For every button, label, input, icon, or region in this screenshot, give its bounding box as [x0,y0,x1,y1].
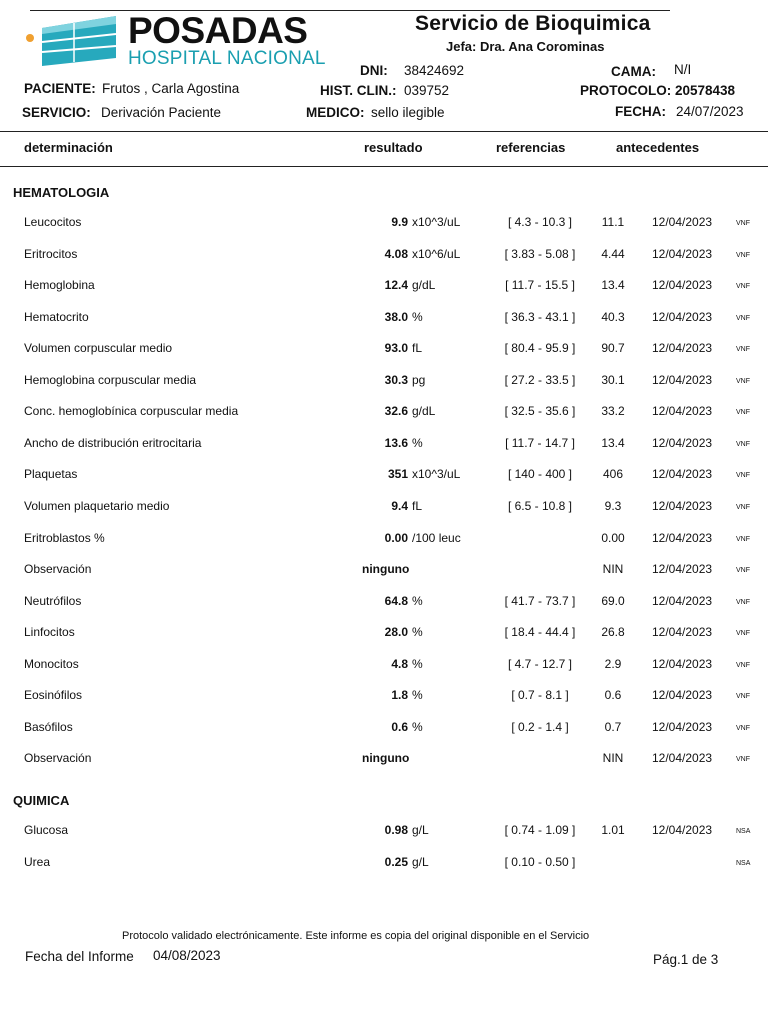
result-value: ninguno [362,751,410,766]
table-row [0,751,768,771]
hospital-subtitle: HOSPITAL NACIONAL [128,48,326,69]
table-row [0,404,768,424]
result-unit: % [412,688,423,703]
test-name: Glucosa [24,823,69,837]
result-unit: % [412,309,423,324]
previous-value: 33.2 [601,404,625,419]
result-value: 30.3 [384,372,408,387]
previous-value: 1.01 [601,823,625,837]
table-row [0,823,768,843]
test-name: Neutrófilos [24,593,82,608]
medico-value: sello ilegible [371,105,445,120]
result-unit: fL [412,341,423,356]
table-row [0,855,768,875]
validation-flag: VNF [736,283,750,291]
previous-date: 12/04/2023 [652,530,713,545]
validation-flag: VNF [736,567,750,574]
test-name: Hematocrito [24,309,89,324]
validation-flag: VNF [736,251,750,259]
test-name: Basófilos [24,719,73,734]
test-name: Plaquetas [24,467,78,482]
reference-range: [ 6.5 - 10.8 ] [507,498,573,513]
section-title: QUIMICA [13,793,70,808]
result-value: 4.08 [384,246,408,261]
previous-date: 12/04/2023 [652,625,713,640]
previous-date: 12/04/2023 [652,341,713,356]
validation-flag: VNF [736,377,750,385]
validation-flag: VNF [736,409,750,417]
reference-range: [ 11.7 - 15.5 ] [505,278,575,293]
building-logo-icon [24,14,124,70]
validation-flag: VNF [736,661,750,669]
section-title: HEMATOLOGIA [13,185,110,200]
previous-value: 90.7 [601,341,625,356]
previous-date: 12/04/2023 [652,688,713,703]
hospital-logo [24,12,334,72]
previous-value: 2.9 [604,656,622,671]
report-date-value: 04/08/2023 [153,948,221,963]
reference-range: [ 0.10 - 0.50 ] [504,854,576,869]
reference-range: [ 0.2 - 1.4 ] [511,719,569,734]
table-row [0,625,768,645]
hist-value: 039752 [404,83,450,98]
test-name: Conc. hemoglobínica corpuscular media [24,404,239,419]
previous-value: 40.3 [601,309,625,324]
validation-flag: NSA [736,828,751,835]
reference-range: [ 36.3 - 43.1 ] [504,309,576,324]
col-antecedentes: antecedentes [616,140,700,155]
validation-note: Protocolo validado electrónicamente. Este informe es copia del original disponible en el Servicio [122,930,590,942]
previous-value: 11.1 [601,215,625,229]
test-name: Eosinófilos [24,688,83,703]
table-row [0,688,768,708]
result-value: ninguno [362,562,410,576]
test-name: Hemoglobina corpuscular media [24,372,197,387]
test-name: Monocitos [24,656,79,671]
previous-date: 12/04/2023 [652,562,713,576]
result-unit: pg [412,372,426,387]
test-name: Observación [24,751,92,766]
table-row [0,247,768,267]
validation-flag: VNF [736,535,750,543]
previous-value: 13.4 [601,435,625,450]
validation-flag: VNF [736,314,750,322]
test-name: Eritroblastos % [24,530,105,545]
table-row [0,341,768,361]
reference-range: [ 0.7 - 8.1 ] [511,688,569,703]
previous-value: 0.6 [604,688,622,703]
col-determinacion: determinación [24,140,113,155]
validation-flag: VNF [736,756,750,764]
previous-date: 12/04/2023 [652,498,713,513]
result-value: 38.0 [384,309,408,324]
header-rule [0,131,768,132]
result-unit: % [412,719,423,734]
previous-value: 0.00 [601,530,625,545]
validation-flag: VNF [736,472,750,480]
table-row [0,310,768,330]
reference-range: [ 4.3 - 10.3 ] [507,215,573,229]
previous-date: 12/04/2023 [652,823,713,837]
result-unit: /100 leuc [412,530,461,545]
result-value: 1.8 [391,688,408,703]
previous-date: 12/04/2023 [652,215,713,229]
result-value: 4.8 [391,656,408,671]
reference-range: [ 32.5 - 35.6 ] [504,404,576,419]
report-date-label: Fecha del Informe [25,949,134,964]
result-unit: g/L [412,823,429,837]
table-row [0,215,768,235]
fecha-label: FECHA: [615,104,666,119]
table-row [0,278,768,298]
validation-flag: VNF [736,724,750,732]
result-value: 0.25 [384,854,408,869]
service-title: Servicio de Bioquimica [415,12,651,35]
reference-range: [ 0.74 - 1.09 ] [504,823,576,837]
validation-flag: VNF [736,598,750,606]
table-row [0,467,768,487]
previous-value: 9.3 [604,498,622,513]
previous-date: 12/04/2023 [652,278,713,293]
cama-label: CAMA: [611,64,656,79]
validation-flag: NSA [736,859,751,867]
top-rule [30,10,670,11]
previous-date: 12/04/2023 [652,656,713,671]
table-row [0,720,768,740]
validation-flag: VNF [736,220,750,227]
previous-date: 12/04/2023 [652,435,713,450]
test-name: Leucocitos [24,215,82,229]
medico-label: MEDICO: [306,105,365,120]
result-value: 0.6 [391,719,408,734]
result-unit: fL [412,498,423,513]
previous-date: 12/04/2023 [652,372,713,387]
dni-label: DNI: [360,63,388,78]
logo-dot [26,34,34,42]
result-unit: % [412,656,423,671]
reference-range: [ 18.4 - 44.4 ] [504,625,576,640]
result-value: 93.0 [384,341,408,356]
test-name: Eritrocitos [24,246,78,261]
previous-date: 12/04/2023 [652,719,713,734]
dni-value: 38424692 [404,63,465,78]
reference-range: [ 140 - 400 ] [507,467,573,482]
cama-value: N/I [674,62,692,77]
test-name: Ancho de distribución eritrocitaria [24,435,202,450]
previous-date: 12/04/2023 [652,467,713,482]
test-name: Volumen corpuscular medio [24,341,173,356]
page-number: Pág.1 de 3 [653,952,719,967]
result-unit: g/L [412,854,429,869]
col-resultado: resultado [364,140,423,155]
hospital-name: POSADAS [128,10,308,51]
validation-flag: VNF [736,693,750,701]
table-row [0,373,768,393]
table-row [0,594,768,614]
reference-range: [ 41.7 - 73.7 ] [504,593,576,608]
table-row [0,657,768,677]
reference-range: [ 11.7 - 14.7 ] [505,435,575,450]
patient-value: Frutos , Carla Agostina [102,81,240,96]
result-value: 0.00 [384,530,408,545]
table-row [0,531,768,551]
col-referencias: referencias [496,140,566,155]
result-value: 351 [387,467,408,482]
columns-rule [0,166,768,167]
protocolo-value: 20578438 [675,83,736,98]
service-head: Jefa: Dra. Ana Corominas [446,39,605,54]
previous-value: 30.1 [601,372,625,387]
test-name: Observación [24,562,92,576]
result-value: 13.6 [384,435,408,450]
validation-flag: VNF [736,630,750,638]
service-label: SERVICIO: [22,105,91,120]
validation-flag: VNF [736,503,750,511]
result-unit: % [412,435,423,450]
result-value: 12.4 [384,278,408,293]
table-row [0,499,768,519]
result-unit: x10^3/uL [412,467,461,482]
previous-value: 0.7 [604,719,622,734]
reference-range: [ 3.83 - 5.08 ] [504,246,576,261]
result-value: 64.8 [384,593,408,608]
previous-value: NIN [602,751,624,766]
result-unit: g/dL [412,278,436,293]
previous-value: 406 [602,467,624,482]
result-value: 0.98 [384,823,408,837]
previous-value: 69.0 [601,593,625,608]
result-value: 32.6 [384,404,408,419]
service-value: Derivación Paciente [101,105,222,120]
result-unit: % [412,625,423,640]
result-unit: x10^6/uL [412,246,461,261]
reference-range: [ 27.2 - 33.5 ] [504,372,576,387]
test-name: Hemoglobina [24,278,95,293]
previous-date: 12/04/2023 [652,309,713,324]
result-value: 9.9 [391,215,408,229]
result-unit: % [412,593,423,608]
previous-value: 13.4 [601,278,625,293]
test-name: Linfocitos [24,625,75,640]
reference-range: [ 4.7 - 12.7 ] [507,656,573,671]
table-row [0,436,768,456]
validation-flag: VNF [736,440,750,448]
previous-date: 12/04/2023 [652,404,713,419]
result-value: 9.4 [391,498,408,513]
reference-range: [ 80.4 - 95.9 ] [504,341,576,356]
hist-label: HIST. CLIN.: [320,83,397,98]
validation-flag: VNF [736,346,750,354]
test-name: Volumen plaquetario medio [24,498,170,513]
protocolo-label: PROTOCOLO: [580,83,672,98]
previous-value: NIN [602,562,624,576]
result-unit: x10^3/uL [412,215,461,229]
result-unit: g/dL [412,404,436,419]
table-row [0,562,768,582]
fecha-value: 24/07/2023 [676,104,744,119]
previous-date: 12/04/2023 [652,246,713,261]
test-name: Urea [24,854,51,869]
previous-value: 4.44 [601,246,625,261]
patient-label: PACIENTE: [24,81,96,96]
previous-value: 26.8 [601,625,625,640]
previous-date: 12/04/2023 [652,593,713,608]
previous-date: 12/04/2023 [652,751,713,766]
result-value: 28.0 [384,625,408,640]
